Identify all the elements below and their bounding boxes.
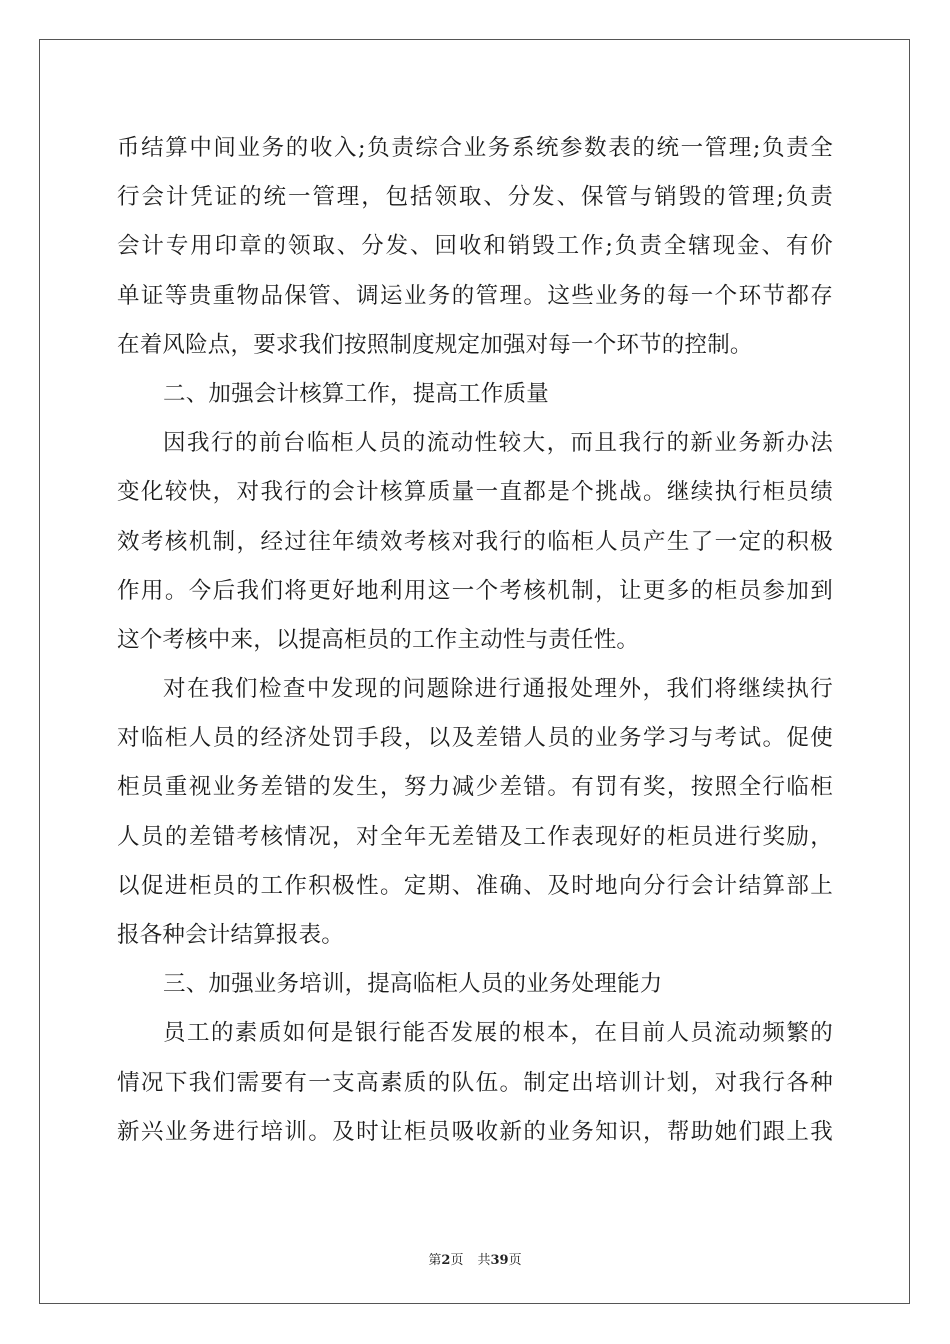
- page-number: 2: [441, 1253, 451, 1268]
- text-line: 行会计凭证的统一管理，包括领取、分发、保管与销毁的管理;负责: [117, 184, 833, 211]
- text-line: 报各种会计结算报表。: [117, 922, 345, 948]
- text-line: 柜员重视业务差错的发生，努力减少差错。有罚有奖，按照全行临柜: [117, 774, 833, 801]
- text-line: 效考核机制，经过往年绩效考核对我行的临柜人员产生了一定的积极: [117, 528, 833, 555]
- text-line: 变化较快，对我行的会计核算质量一直都是个挑战。继续执行柜员绩: [117, 479, 833, 506]
- page-prefix: 第: [428, 1253, 442, 1268]
- text-line: 情况下我们需要有一支高素质的队伍。制定出培训计划，对我行各种: [117, 1069, 833, 1096]
- section-heading: 三、加强业务培训，提高临柜人员的业务处理能力: [163, 971, 663, 998]
- document-body: [117, 124, 833, 1157]
- text-line: 作用。今后我们将更好地利用这一个考核机制，让更多的柜员参加到: [117, 577, 833, 604]
- total-pages: 39: [490, 1253, 509, 1268]
- text-line: 人员的差错考核情况，对全年无差错及工作表现好的柜员进行奖励，: [117, 823, 833, 850]
- text-line: 对在我们检查中发现的问题除进行通报处理外，我们将继续执行: [163, 676, 833, 703]
- text-line: 新兴业务进行培训。及时让柜员吸收新的业务知识，帮助她们跟上我: [117, 1118, 833, 1145]
- page-footer: [0, 1249, 950, 1268]
- text-line: 这个考核中来，以提高柜员的工作主动性与责任性。: [117, 626, 640, 653]
- text-line: 以促进柜员的工作积极性。定期、准确、及时地向分行会计结算部上: [117, 872, 833, 899]
- section-heading: 二、加强会计核算工作，提高工作质量: [163, 380, 549, 407]
- text-line: 员工的素质如何是银行能否发展的根本，在目前人员流动频繁的: [163, 1020, 833, 1047]
- text-line: 对临柜人员的经济处罚手段，以及差错人员的业务学习与考试。促使: [117, 725, 833, 752]
- text-line: 单证等贵重物品保管、调运业务的管理。这些业务的每一个环节都存: [117, 282, 833, 309]
- text-line: 会计专用印章的领取、分发、回收和销毁工作;负责全辖现金、有价: [117, 233, 833, 260]
- total-suffix: 页: [508, 1253, 522, 1268]
- text-line: 在着风险点，要求我们按照制度规定加强对每一个环节的控制。: [117, 331, 753, 358]
- page-suffix: 页: [450, 1253, 464, 1268]
- text-line: 因我行的前台临柜人员的流动性较大，而且我行的新业务新办法: [163, 430, 833, 457]
- text-line: 币结算中间业务的收入;负责综合业务系统参数表的统一管理;负责全: [117, 135, 833, 161]
- total-prefix: 共: [477, 1253, 491, 1268]
